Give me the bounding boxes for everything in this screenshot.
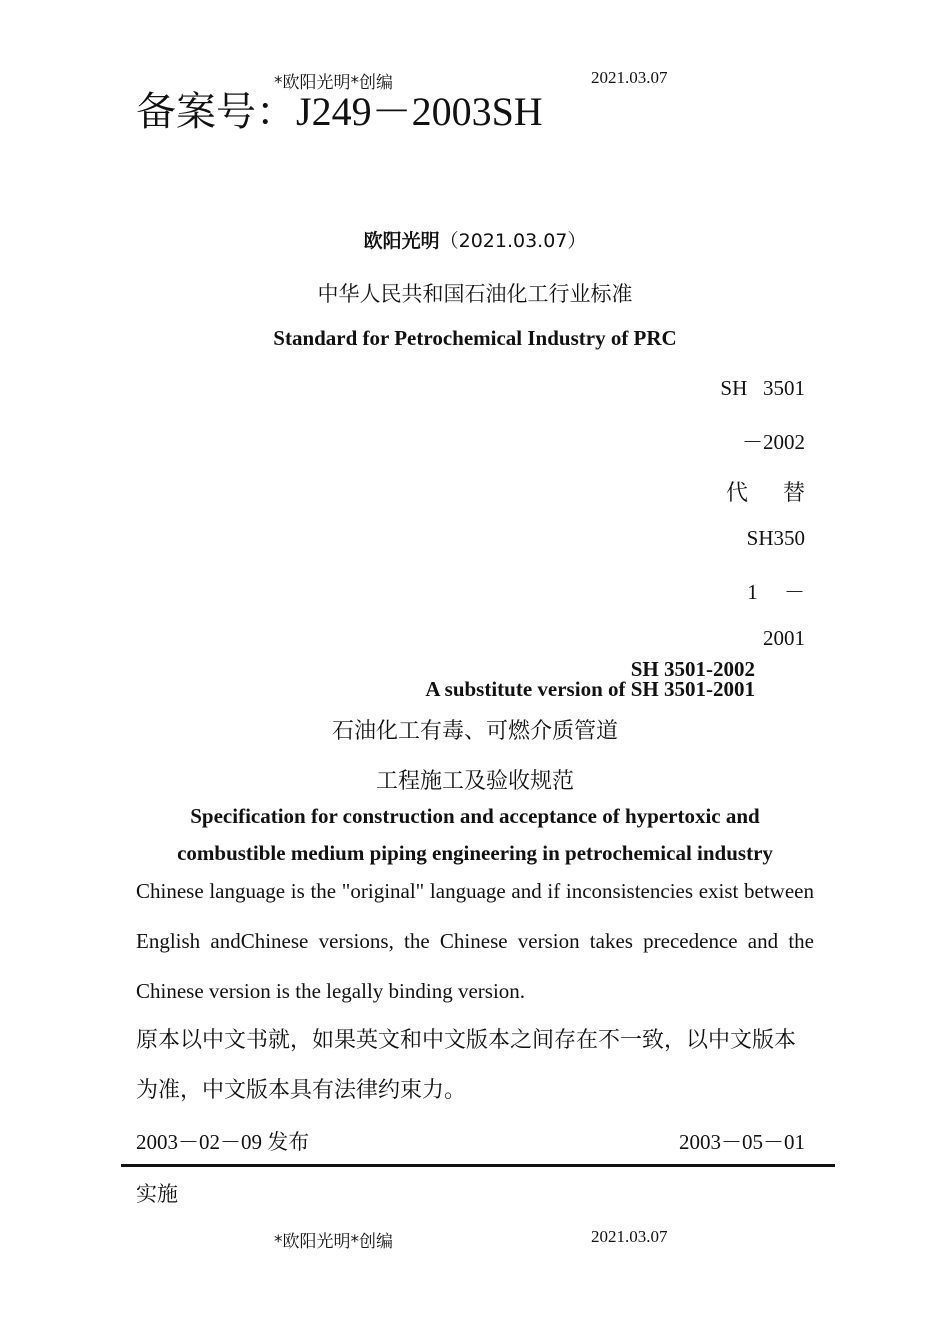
implement-label: 实施 <box>136 1182 178 1206</box>
record-number <box>136 88 543 136</box>
notice-cn <box>136 1016 814 1116</box>
code-line-3: 代 替 <box>726 481 805 506</box>
notice-en: Chinese language is the "original" language and if inconsistencies exist between English andChinese versions, the Chinese version takes precedence and the Chinese version is the legally binding version. <box>136 879 814 1003</box>
issue-date: 2003－02－09 <box>136 1130 262 1154</box>
issue-date-row <box>136 1126 309 1156</box>
code-line-1: SH 3501 <box>720 376 805 400</box>
divider-rule <box>121 1164 835 1167</box>
code-line-2: －2002 <box>742 430 805 454</box>
header-author-note: *欧阳光明*创编 <box>274 73 393 93</box>
issue-label: 发布 <box>267 1130 310 1154</box>
title-cn-line1: 石油化工有毒、可燃介质管道 <box>331 719 618 744</box>
author-date: （2021.03.07） <box>439 230 587 252</box>
implement-date: 2003－05－01 <box>679 1130 805 1154</box>
code-line-6: 2001 <box>763 626 805 650</box>
footer-date: 2021.03.07 <box>591 1227 668 1246</box>
header-date: 2021.03.07 <box>591 68 668 87</box>
author-line <box>0 226 950 253</box>
record-value: J249－2003SH <box>296 89 543 134</box>
code-line-4: SH350 <box>746 526 805 550</box>
footer-author-note: *欧阳光明*创编 <box>274 1232 393 1252</box>
author-name: 欧阳光明 <box>363 230 440 252</box>
version-substitute: A substitute version of SH 3501-2001 <box>425 677 755 701</box>
code-line-5: 1 － <box>747 580 805 604</box>
title-en: Specification for construction and acceptance of hypertoxic and combustible medium piping engineering in petrochemical industry <box>177 804 773 865</box>
version-code: SH 3501-2002 <box>630 657 755 681</box>
title-cn-line2: 工程施工及验收规范 <box>375 769 574 794</box>
standard-en: Standard for Petrochemical Industry of PRC <box>273 326 677 350</box>
record-label: 备案号： <box>136 89 296 135</box>
standard-cn: 中华人民共和国石油化工行业标准 <box>317 282 633 306</box>
notice-cn-text: 原本以中文书就，如果英文和中文版本之间存在不一致，以中文版本为准，中文版本具有法律约束力。 <box>136 1028 797 1103</box>
